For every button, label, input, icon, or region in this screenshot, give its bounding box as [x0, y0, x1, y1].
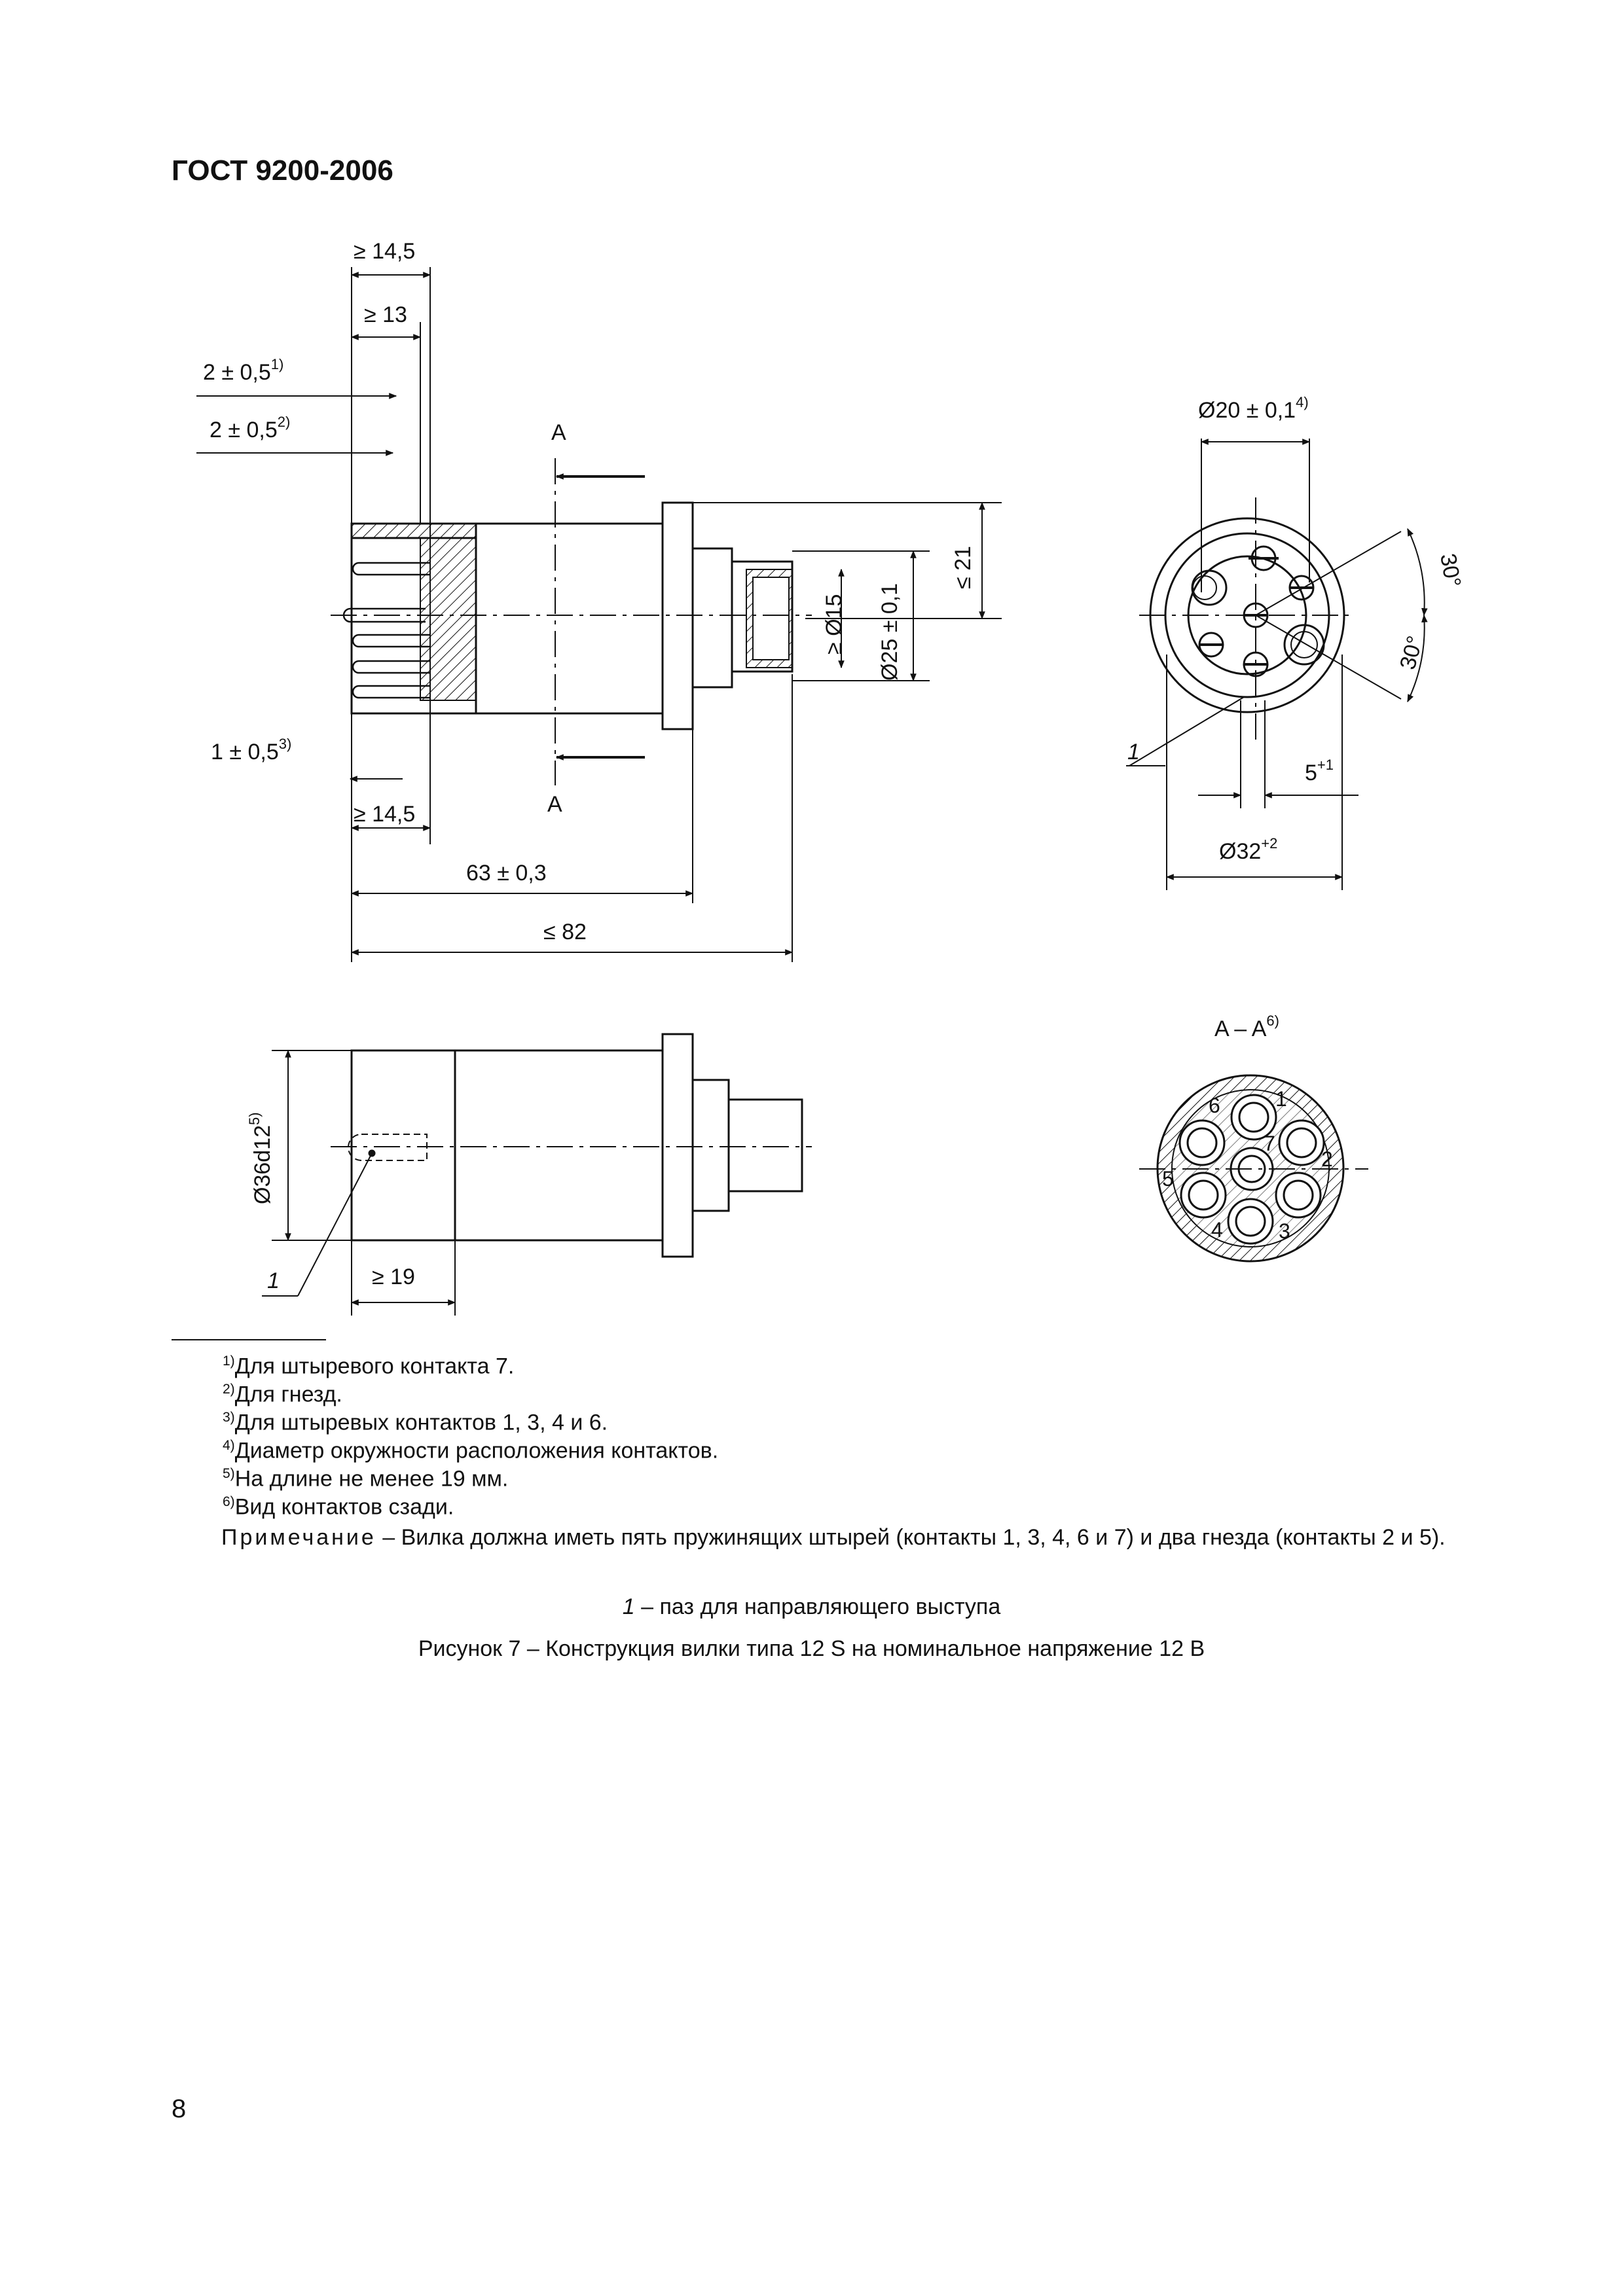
footnote-3: $^{3)}$Для штыревых контактов 1, 3, 4 и 6. — [223, 1410, 608, 1435]
note-label: Примечание — [221, 1525, 376, 1550]
dim-2-pin: $2 \pm 0,5^{1)}$ — [203, 356, 284, 385]
angle-30-bottom: 30° — [1395, 633, 1429, 673]
contact-6: 6 — [1209, 1094, 1220, 1117]
dim-25: Ø25 ± 0,1 — [877, 583, 902, 681]
side-view-labels — [203, 239, 976, 944]
section-label-a-bottom: A — [547, 792, 562, 817]
label-1-end-view: 1 — [1127, 740, 1140, 764]
label-1-bottom-view: 1 — [267, 1268, 280, 1293]
dim-5: $5^{+1}$ — [1305, 757, 1334, 785]
angle-30-top: 30° — [1435, 551, 1466, 590]
contact-7: 7 — [1264, 1132, 1275, 1155]
end-view-labels — [1127, 394, 1465, 864]
footnote-2: $^{2)}$Для гнезд. — [223, 1382, 342, 1407]
contact-2: 2 — [1321, 1147, 1333, 1171]
dim-14-5-top: ≥ 14,5 — [354, 239, 416, 264]
dim-1: $1 \pm 0,5^{3)}$ — [211, 736, 292, 764]
dim-14-5-bottom: ≥ 14,5 — [354, 802, 416, 827]
dim-2-socket: $2 \pm 0,5^{2)}$ — [210, 414, 291, 442]
section-a-a-title: A – $A^{6)}$ — [1214, 1013, 1279, 1041]
figure-caption: Рисунок 7 – Конструкция вилки типа 12 S на номинальное напряжение 12 В — [418, 1636, 1205, 1661]
dim-32: $Ø32^{+2}$ — [1219, 835, 1278, 864]
contact-3: 3 — [1279, 1219, 1290, 1243]
contact-1: 1 — [1275, 1087, 1287, 1111]
dim-63: 63 ± 0,3 — [466, 861, 547, 886]
dim-15: ≥ Ø15 — [822, 594, 847, 655]
footnote-4: $^{4)}$Диаметр окружности расположения контактов. — [223, 1438, 719, 1463]
footnote-1: $^{1)}$Для штыревого контакта 7. — [223, 1354, 515, 1379]
section-label-a-top: A — [551, 420, 566, 445]
footnote-5: $^{5)}$На длине не менее 19 мм. — [223, 1466, 509, 1492]
contact-4: 4 — [1211, 1218, 1223, 1242]
end-view — [1126, 439, 1425, 890]
footnote-6: $^{6)}$Вид контактов сзади. — [223, 1494, 454, 1520]
note-paragraph — [172, 1522, 1494, 1552]
dim-19: ≥ 19 — [372, 1265, 415, 1289]
note-text: – Вилка должна иметь пять пружинящих штырей (контакты 1, 3, 4, 6 и 7) и два гнезда (контакты 2 и 5). — [376, 1525, 1446, 1550]
footnote-separator — [172, 1339, 326, 1340]
dim-82: ≤ 82 — [543, 920, 587, 944]
dim-21: ≤ 21 — [951, 546, 976, 589]
bottom-view-labels — [246, 1112, 415, 1293]
dim-20: Ø20 ± $0,1^{4)}$ — [1198, 394, 1309, 423]
contact-5: 5 — [1162, 1167, 1174, 1191]
dim-13: ≥ 13 — [364, 302, 407, 327]
bottom-view — [262, 1034, 812, 1316]
figure-legend: 1 – паз для направляющего выступа — [622, 1594, 1001, 1619]
dim-36: Ø36d12$^{5)}$ — [246, 1112, 275, 1204]
page-number: 8 — [172, 2094, 187, 2123]
document-header: ГОСТ 9200-2006 — [172, 154, 393, 187]
